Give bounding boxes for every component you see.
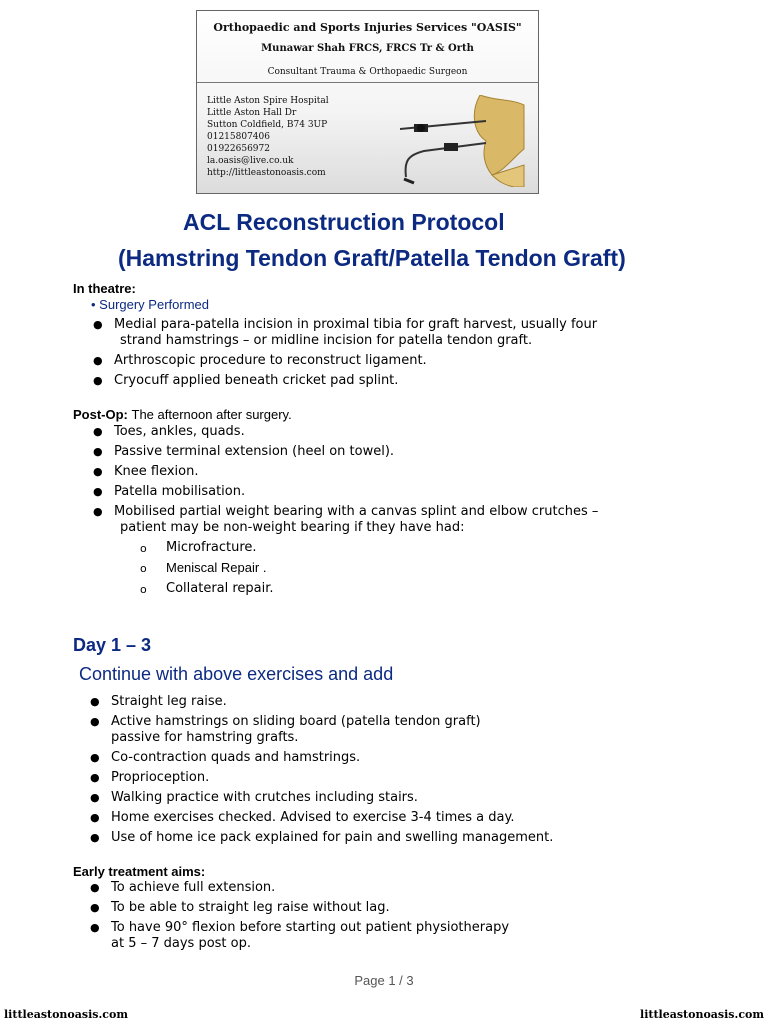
list-item: ● Passive terminal extension (heel on towel). <box>93 444 395 459</box>
document-title-line1: ACL Reconstruction Protocol <box>183 209 505 235</box>
list-item: ● Patella mobilisation. <box>93 484 246 499</box>
bullet-icon: ● <box>93 425 103 438</box>
sublist-item: o Meniscal Repair . <box>140 560 267 575</box>
business-card-header <box>196 10 539 194</box>
bullet-icon: ● <box>93 465 103 478</box>
list-item: ● Knee flexion. <box>93 464 199 479</box>
bullet-icon: ● <box>90 921 100 934</box>
bullet-icon: ● <box>90 811 100 824</box>
bullet-icon: ● <box>93 374 103 387</box>
list-item: ● Home exercises checked. Advised to exercise 3-4 times a day. <box>90 810 515 825</box>
list-item: ● Co-contraction quads and hamstrings. <box>90 750 361 765</box>
card-phone: 01922656972 <box>207 144 270 154</box>
post-op-heading: Post-Op: The afternoon after surgery. <box>73 407 292 422</box>
card-email: la.oasis@live.co.uk <box>207 156 294 166</box>
page-number: Page 1 / 3 <box>354 973 414 988</box>
list-item: ● Mobilised partial weight bearing with a canvas splint and elbow crutches – patient may be non-weight bearing if they have had: <box>93 504 599 535</box>
bullet-icon: ● <box>90 881 100 894</box>
list-item: ● Proprioception. <box>90 770 210 785</box>
bullet-icon: ● <box>93 445 103 458</box>
list-item: ● Toes, ankles, quads. <box>93 424 245 439</box>
card-address-line: Little Aston Hall Dr <box>207 108 297 118</box>
bullet-icon: ● <box>90 791 100 804</box>
list-item: ● Cryocuff applied beneath cricket pad splint. <box>93 373 399 388</box>
card-address-line: Sutton Coldfield, B74 3UP <box>207 120 328 130</box>
bullet-icon: ● <box>90 715 100 728</box>
document-title-line2: (Hamstring Tendon Graft/Patella Tendon Graft) <box>118 245 626 271</box>
surgery-performed-subheading: • Surgery Performed <box>91 297 209 312</box>
card-divider <box>197 82 538 83</box>
bullet-icon: ● <box>90 771 100 784</box>
post-op-note: The afternoon after surgery. <box>131 407 292 422</box>
post-op-sublist <box>140 540 274 601</box>
card-address-line: Little Aston Spire Hospital <box>207 96 329 106</box>
circle-bullet-icon: o <box>140 583 147 596</box>
card-address-block <box>207 95 329 179</box>
card-doctor-name: Munawar Shah FRCS, FRCS Tr & Orth <box>261 43 474 54</box>
list-item: ● To achieve full extension. <box>90 880 276 895</box>
early-aims-list <box>84 880 509 956</box>
footer-website-left: littleastonoasis.com <box>4 1008 128 1021</box>
day-heading: Day 1 – 3 <box>73 635 152 655</box>
sublist-item: o Collateral repair. <box>140 581 274 596</box>
arthroscopy-knee-illustration <box>400 95 526 187</box>
in-theatre-list <box>87 317 597 393</box>
footer-website-right: littleastonoasis.com <box>640 1008 764 1021</box>
bullet-icon: ● <box>90 901 100 914</box>
card-phone: 01215807406 <box>207 132 270 142</box>
card-organization: Orthopaedic and Sports Injuries Services "OASIS" <box>213 21 522 34</box>
bullet-icon: ● <box>93 354 103 367</box>
list-item: ● Use of home ice pack explained for pain and swelling management. <box>90 830 554 845</box>
early-aims-heading: Early treatment aims: <box>73 864 206 879</box>
bullet-icon: ● <box>93 485 103 498</box>
list-item: ● Active hamstrings on sliding board (patella tendon graft) passive for hamstring grafts. <box>90 714 481 745</box>
sublist-item: o Microfracture. <box>140 540 257 555</box>
day-subheading: Continue with above exercises and add <box>79 664 394 684</box>
in-theatre-heading: In theatre: <box>73 281 136 296</box>
list-item: ● Medial para-patella incision in proximal tibia for graft harvest, usually four strand hamstrings – or midline incision for patella tendon graft. <box>93 317 598 348</box>
card-website: http://littleastonoasis.com <box>207 168 326 178</box>
circle-bullet-icon: o <box>140 542 147 555</box>
bullet-icon: ● <box>93 505 103 518</box>
list-item: ● Walking practice with crutches including stairs. <box>90 790 418 805</box>
list-item: ● To be able to straight leg raise without lag. <box>90 900 390 915</box>
bullet-icon: ● <box>93 318 103 331</box>
bullet-icon: ● <box>90 695 100 708</box>
list-item: ● Straight leg raise. <box>90 694 227 709</box>
day-list <box>84 694 553 850</box>
list-item: ● To have 90° flexion before starting out patient physiotherapy at 5 – 7 days post op. <box>90 920 510 951</box>
list-item: ● Arthroscopic procedure to reconstruct ligament. <box>93 353 427 368</box>
bullet-icon: ● <box>90 831 100 844</box>
post-op-list <box>87 424 598 540</box>
card-role: Consultant Trauma & Orthopaedic Surgeon <box>267 67 468 77</box>
bullet-icon: ● <box>90 751 100 764</box>
circle-bullet-icon: o <box>140 562 147 575</box>
